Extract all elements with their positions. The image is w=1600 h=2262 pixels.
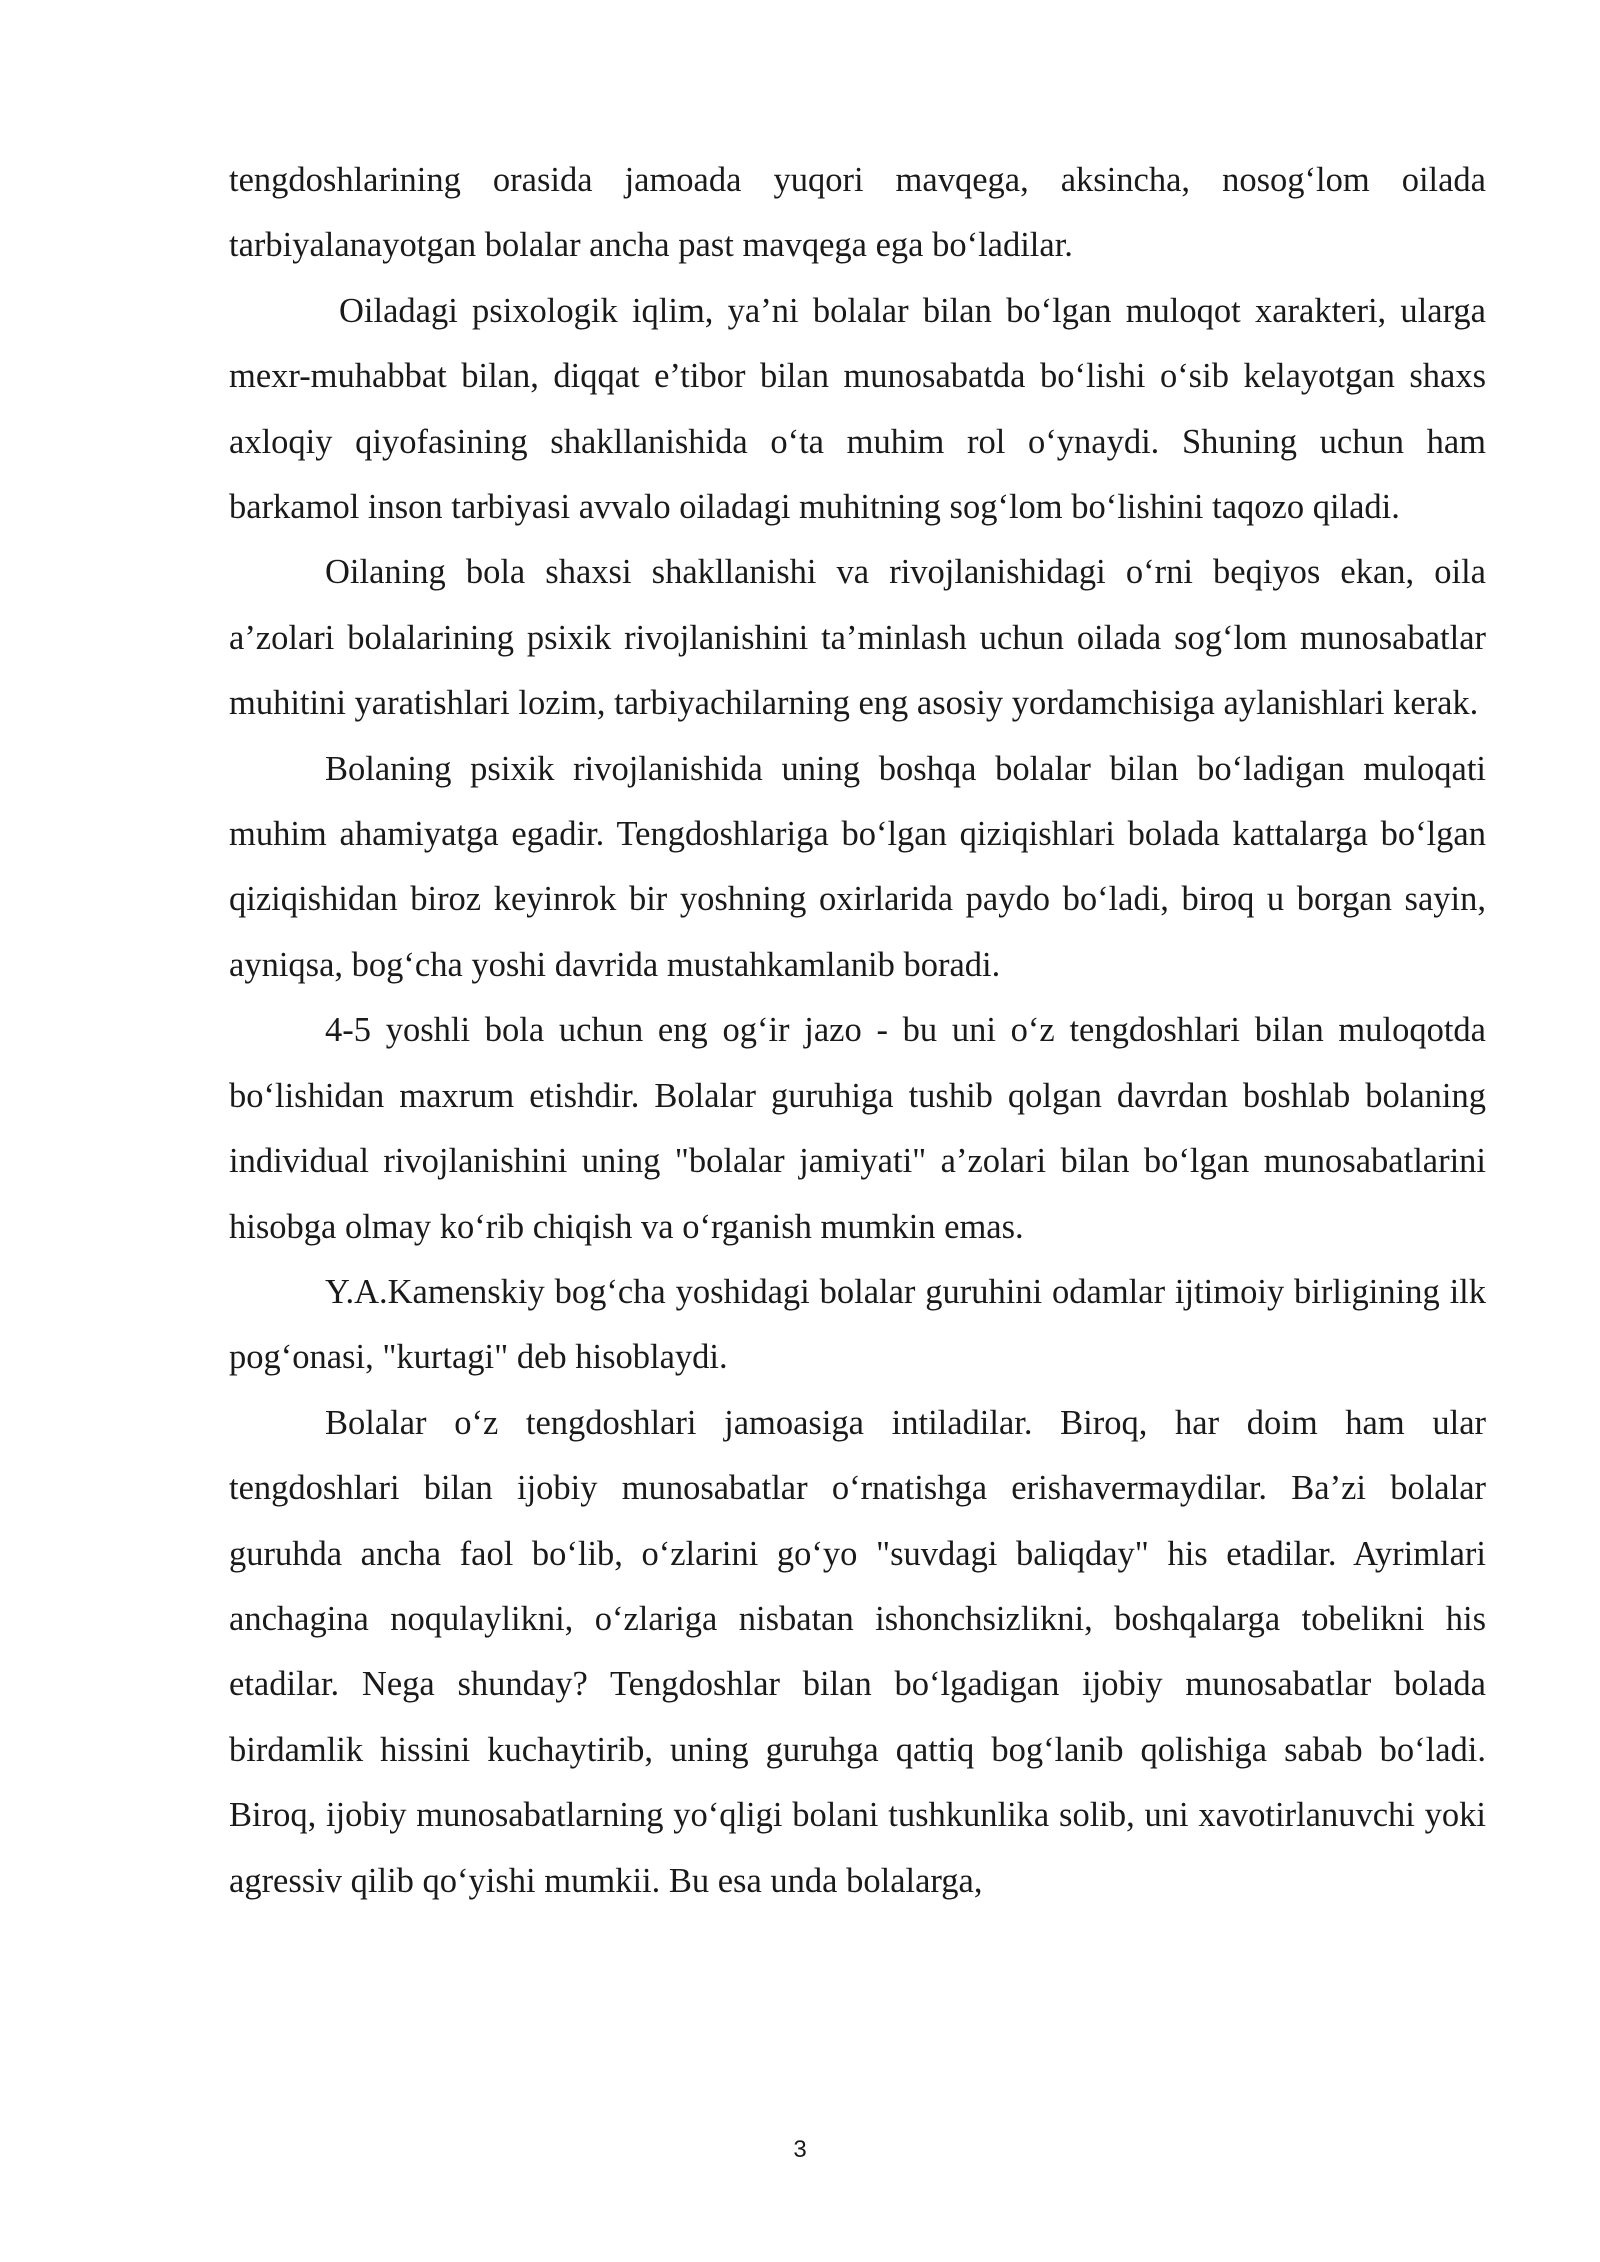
- document-body: [229, 148, 1486, 1914]
- paragraph: Oiladagi psixologik iqlim, ya’ni bolalar bilan bo‘lgan muloqot xarakteri, ularga mexr-muhabbat bilan, diqqat e’tibor bilan munosabatda bo‘lishi o‘sib kelayotgan shaxs axloqiy qiyofasining shakllanishida o‘ta muhim rol o‘ynaydi. Shuning uchun ham barkamol inson tarbiyasi avvalo oiladagi muhitning sog‘lom bo‘lishini taqozo qiladi.: [229, 291, 1486, 527]
- paragraph: 4-5 yoshli bola uchun eng og‘ir jazo - bu uni o‘z tengdoshlari bilan muloqotda bo‘lishidan maxrum etishdir. Bolalar guruhiga tushib qolgan davrdan boshlab bolaning individual rivojlanishini uning "bolalar jamiyati" a’zolari bilan bo‘lgan munosabatlarini hisobga olmay ko‘rib chiqish va o‘rganish mumkin emas.: [229, 1011, 1486, 1246]
- paragraph: Bolaning psixik rivojlanishida uning boshqa bolalar bilan bo‘ladigan muloqati muhim ahamiyatga egadir. Tengdoshlariga bo‘lgan qiziqishlari bolada kattalarga bo‘lgan qiziqishidan biroz keyinrok bir yoshning oxirlarida paydo bo‘ladi, biroq u borgan sayin, ayniqsa, bog‘cha yoshi davrida mustahkamlanib boradi.: [229, 749, 1486, 984]
- page-number: 3: [793, 2136, 807, 2163]
- paragraph: Y.A.Kamenskiy bog‘cha yoshidagi bolalar guruhini odamlar ijtimoiy birligining ilk pog‘onasi, "kurtagi" deb hisoblaydi.: [229, 1272, 1486, 1377]
- paragraph: Oilaning bola shaxsi shakllanishi va rivojlanishidagi o‘rni beqiyos ekan, oila a’zolari bolalarining psixik rivojlanishini ta’minlash uchun oilada sog‘lom munosabatlar muhitini yaratishlari lozim, tarbiyachilarning eng asosiy yordamchisiga aylanishlari kerak.: [229, 553, 1486, 723]
- paragraph: Bolalar o‘z tengdoshlari jamoasiga intiladilar. Biroq, har doim ham ular tengdoshlari bilan ijobiy munosabatlar o‘rnatishga erishavermaydilar. Ba’zi bolalar guruhda ancha faol bo‘lib, o‘zlarini go‘yo "suvdagi baliqday" his etadilar. Ayrimlari anchagina noqulaylikni, o‘zlariga nisbatan ishonchsizlikni, boshqalarga tobelikni his etadilar. Nega shunday? Tengdoshlar bilan bo‘lgadigan ijobiy munosabatlar bolada birdamlik hissini kuchaytirib, uning guruhga qattiq bog‘lanib qolishiga sabab bo‘ladi. Biroq, ijobiy munosabatlarning yo‘qligi bolani tushkunlika solib, uni xavotirlanuvchi yoki agressiv qilib qo‘yishi mumkii. Bu esa unda bolalarga,: [229, 1403, 1486, 1900]
- paragraph-continuation: tengdoshlarining orasida jamoada yuqori mavqega, aksincha, nosog‘lom oilada tarbiyalanayotgan bolalar ancha past mavqega ega bo‘ladilar.: [229, 161, 1486, 265]
